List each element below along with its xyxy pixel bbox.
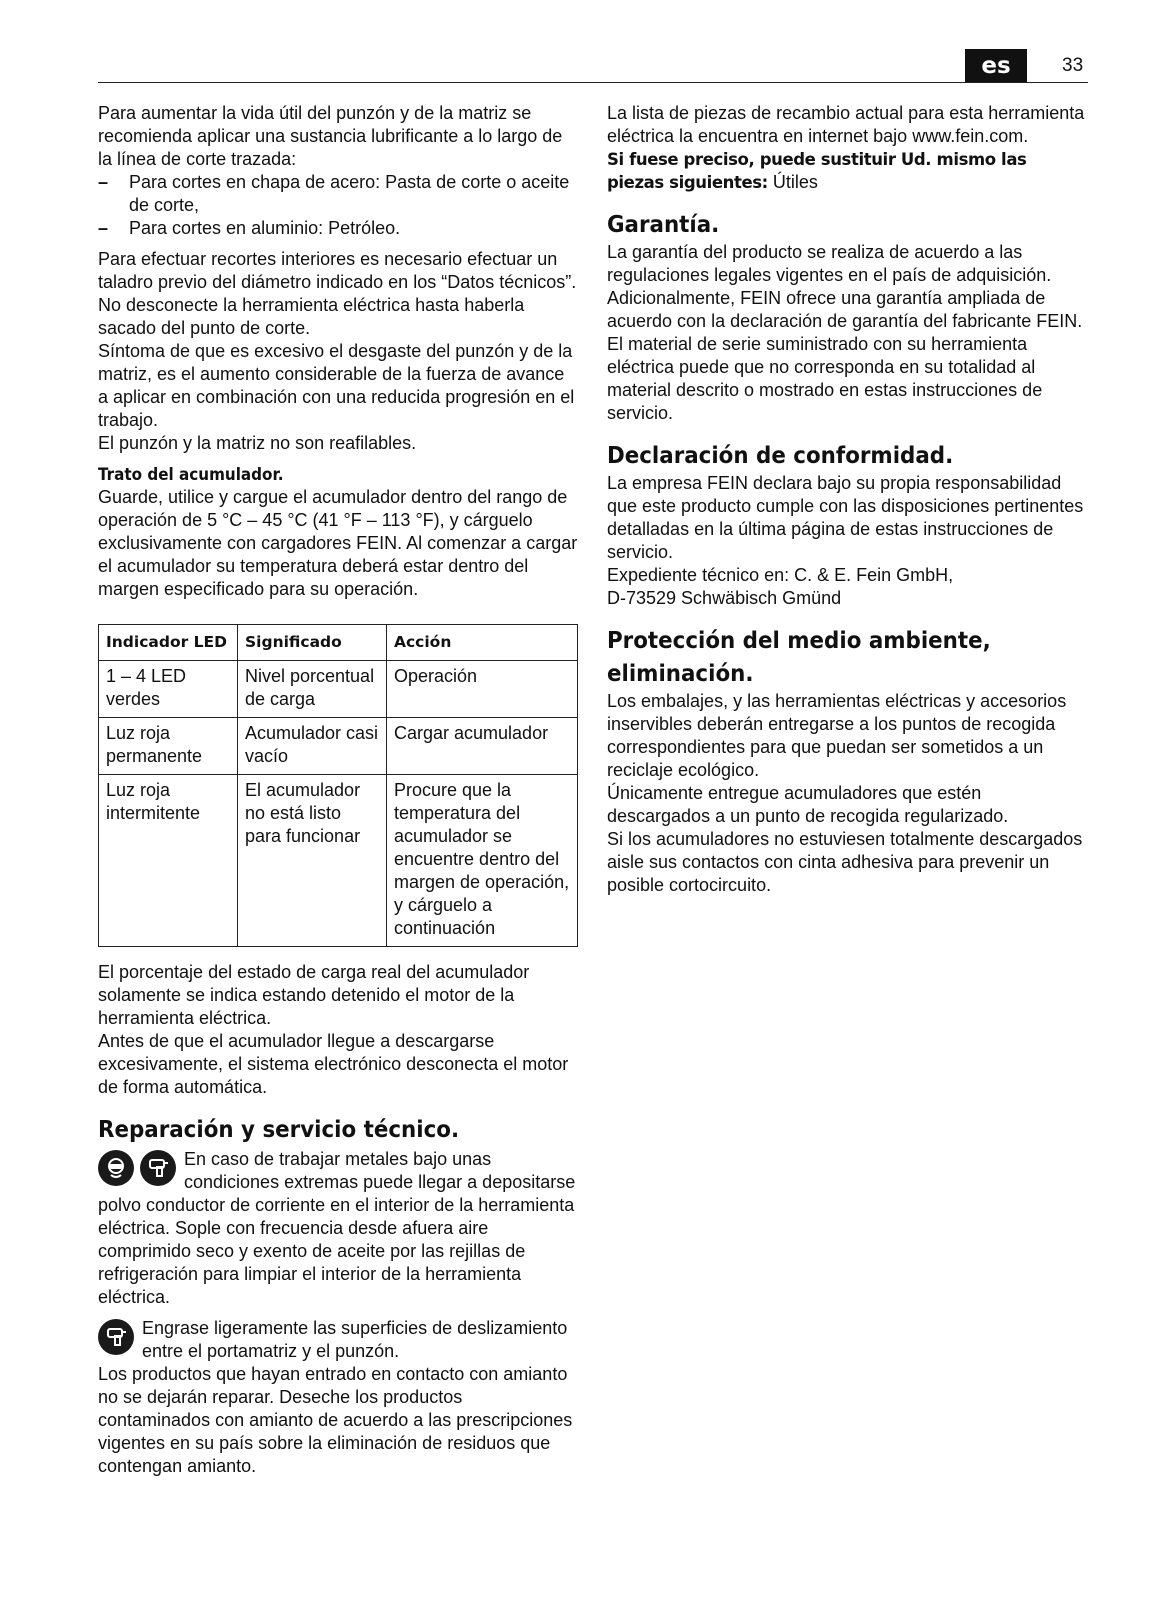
table-cell: Luz roja intermitente bbox=[99, 775, 238, 947]
led-indicator-table bbox=[98, 624, 578, 947]
table-cell: Nivel porcentual de carga bbox=[238, 661, 387, 718]
table-cell: Operación bbox=[387, 661, 578, 718]
table-header-row bbox=[99, 625, 578, 661]
table-cell: Acumulador casi vacío bbox=[238, 718, 387, 775]
repair-block-1 bbox=[98, 1148, 578, 1309]
safety-goggles-icon bbox=[98, 1150, 134, 1186]
paragraph-inner-cut: Para efectuar recortes interiores es necesario efectuar un taladro previo del diámetro indicado en los “Datos técnicos”. bbox=[98, 249, 577, 292]
paragraph-disconnect: No desconecte la herramienta eléctrica hasta haberla sacado del punto de corte. bbox=[98, 295, 525, 338]
paragraph-environment-2: Únicamente entregue acumuladores que estén descargados a un punto de recogida regularizado. bbox=[607, 783, 1009, 826]
paragraph-charge-state: El porcentaje del estado de carga real del acumulador solamente se indica estando detenido el motor de la herramienta eléctrica. bbox=[98, 962, 530, 1028]
conformity-heading: Declaración de conformidad. bbox=[607, 441, 954, 469]
paragraph-environment-3: Si los acumuladores no estuviesen totalmente descargados aisle sus contactos con cinta adhesiva para prevenir un posible cortocircuito. bbox=[607, 829, 1083, 895]
environment-heading: Protección del medio ambiente, eliminación. bbox=[607, 626, 991, 687]
column-header: Indicador LED bbox=[99, 625, 238, 661]
repair-icons bbox=[98, 1150, 176, 1186]
list-item: – Para cortes en aluminio: Petróleo. bbox=[98, 217, 578, 240]
repair-heading: Reparación y servicio técnico. bbox=[98, 1115, 460, 1143]
language-badge: es bbox=[965, 49, 1027, 82]
left-column bbox=[98, 102, 578, 1478]
column-header: Acción bbox=[387, 625, 578, 661]
paragraph-wear: Síntoma de que es excesivo el desgaste del punzón y de la matriz, es el aumento considerable de la fuerza de avance a aplicar en combinación con una reducida progresión en el trabajo. bbox=[98, 341, 575, 430]
paragraph-replaceable-parts bbox=[607, 148, 1087, 194]
battery-text: Guarde, utilice y cargue el acumulador dentro del rango de operación de 5 °C – 45 °C (41 °F – 113 °F), y cárguelo exclusivamente con cargadores FEIN. Al comenzar a cargar el acumulador su temperatura deberá estar dentro del margen especificado para su operación. bbox=[98, 487, 578, 599]
paragraph-auto-shutoff: Antes de que el acumulador llegue a descargarse excesivamente, el sistema electrónico desconecta el motor de forma automática. bbox=[98, 1031, 569, 1097]
replaceable-parts-bold: Si fuese preciso, puede sustituir Ud. mismo las piezas siguientes: bbox=[607, 150, 1027, 192]
paragraph-address: D-73529 Schwäbisch Gmünd bbox=[607, 588, 842, 608]
table-row bbox=[99, 661, 578, 718]
paragraph-conformity: La empresa FEIN declara bajo su propia responsabilidad que este producto cumple con las disposiciones pertinentes detalladas en la última página de estas instrucciones de servicio. bbox=[607, 473, 1084, 562]
paragraph-not-resharpenable: El punzón y la matriz no son reafilables. bbox=[98, 433, 417, 453]
table-row bbox=[99, 775, 578, 947]
paragraph-grease: Engrase ligeramente las superficies de deslizamiento entre el portamatriz y el punzón. bbox=[142, 1318, 568, 1361]
lubricant-list bbox=[98, 171, 578, 240]
replaceable-parts-item: Útiles bbox=[767, 172, 818, 192]
column-header: Significado bbox=[238, 625, 387, 661]
paragraph-warranty-1: La garantía del producto se realiza de acuerdo a las regulaciones legales vigentes en el país de adquisición. Adicionalmente, FEIN ofrece una garantía ampliada de acuerdo con la declaración de garantía del fabricante FEIN. bbox=[607, 242, 1083, 331]
table-row bbox=[99, 718, 578, 775]
header-rule bbox=[98, 82, 1088, 83]
table-cell: El acumulador no está listo para funcionar bbox=[238, 775, 387, 947]
grease-icons bbox=[98, 1319, 134, 1355]
paragraph-asbestos: Los productos que hayan entrado en contacto con amianto no se dejarán reparar. Deseche los productos contaminados con amianto de acuerdo a las prescripciones vigentes en su país sobre la eliminación de residuos que contengan amianto. bbox=[98, 1364, 573, 1476]
warranty-heading: Garantía. bbox=[607, 210, 720, 238]
paragraph-dust: En caso de trabajar metales bajo unas condiciones extremas puede llegar a depositarse polvo conductor de corriente en el interior de la herramienta eléctrica. Sople con frecuencia desde afuera aire comprimido seco y exento de aceite por las rejillas de refrigeración para limpiar el interior de la herramienta eléctrica. bbox=[98, 1149, 576, 1307]
right-column bbox=[607, 102, 1087, 897]
paragraph-technical-file: Expediente técnico en: C. & E. Fein GmbH, bbox=[607, 565, 954, 585]
list-item: – Para cortes en chapa de acero: Pasta de corte o aceite de corte, bbox=[98, 171, 578, 217]
paragraph-warranty-2: El material de serie suministrado con su herramienta eléctrica puede que no corresponda en su totalidad al material descrito o mostrado en estas instrucciones de servicio. bbox=[607, 334, 1043, 423]
table-cell: Cargar acumulador bbox=[387, 718, 578, 775]
paragraph-environment-1: Los embalajes, y las herramientas eléctricas y accesorios inservibles deberán entregarse a los puntos de recogida correspondientes para que puedan ser sometidos a un reciclaje ecológico. bbox=[607, 691, 1067, 780]
paragraph-spare-parts: La lista de piezas de recambio actual para esta herramienta eléctrica la encuentra en internet bajo www.fein.com. bbox=[607, 103, 1085, 146]
table-cell: Procure que la temperatura del acumulador se encuentre dentro del margen de operación, y cárguelo a continuación bbox=[387, 775, 578, 947]
lubricant-intro: Para aumentar la vida útil del punzón y de la matriz se recomienda aplicar una sustancia lubrificante a lo largo de la línea de corte trazada: bbox=[98, 103, 563, 169]
repair-block-2 bbox=[98, 1317, 578, 1363]
power-tool-icon bbox=[140, 1150, 176, 1186]
table-cell: 1 – 4 LED verdes bbox=[99, 661, 238, 718]
power-tool-icon bbox=[98, 1319, 134, 1355]
table-cell: Luz roja permanente bbox=[99, 718, 238, 775]
page-number: 33 bbox=[1062, 55, 1084, 76]
battery-heading: Trato del acumulador. bbox=[98, 465, 284, 484]
